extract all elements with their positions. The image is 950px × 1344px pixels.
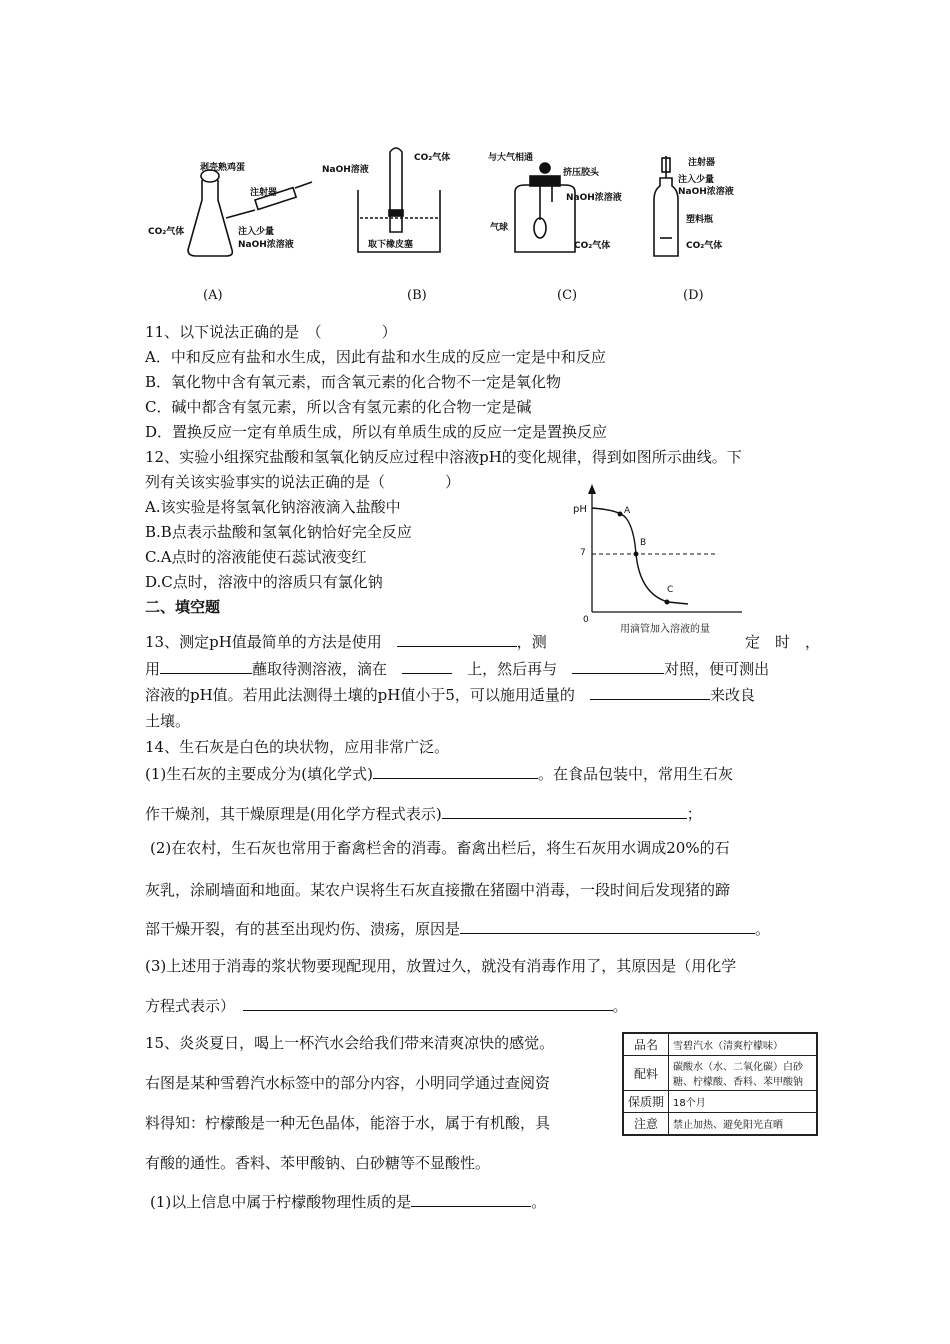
label-value: 雪碧汽水（清爽柠檬味） [669,1033,818,1056]
fig-d-inject1-label: 注入少量 [678,175,715,185]
q11-option-c: C．碱中都含有氢元素，所以含有氢元素的化合物一定是碱 [145,398,532,416]
q14-blank-equation[interactable] [442,804,687,819]
q14-part1-line1: (1)生石灰的主要成分为(填化学式) 。在食品包装中，常用生石灰 [145,765,733,783]
q11-option-a: A．中和反应有盐和水生成，因此有盐和水生成的反应一定是中和反应 [145,348,606,366]
q15-line1: 15、炎炎夏日，喝上一杯汽水会给我们带来清爽凉快的感觉。 [145,1034,555,1052]
fig-d-inject2-label: NaOH浓溶液 [678,187,734,197]
graph-seven-tick: 7 [580,548,586,558]
fig-b-gas-label: CO₂气体 [414,153,451,163]
graph-x-label: 用滴管加入溶液的量 [620,624,710,635]
caption-c: (C) [557,288,578,303]
fig-b-stopper-label: 取下橡皮塞 [368,240,414,250]
q14-part2-line1: (2)在农村，生石灰也常用于畜禽栏舍的消毒。畜禽出栏后，将生石灰用水调成20%的石 [150,839,730,857]
label-value: 18个月 [669,1091,818,1113]
q14-stem: 14、生石灰是白色的块状物，应用非常广泛。 [145,738,450,756]
fig-d-bottle-label: 塑料瓶 [686,215,714,225]
q12-stem-line1: 12、实验小组探究盐酸和氢氧化钠反应过程中溶液pH的变化规律，得到如图所示曲线。下 [145,448,742,466]
caption-a: (A) [203,288,223,303]
fig-a-inject2-label: NaOH浓溶液 [238,240,294,250]
fig-c-naoh-label: NaOH浓溶液 [566,193,622,203]
q13-blank-2[interactable] [160,659,252,674]
q13-blank-1[interactable] [397,632,517,647]
fig-c-squeeze-label: 挤压胶头 [563,168,600,178]
graph-y-label: pH [573,504,587,515]
label-key: 品名 [623,1033,669,1056]
q12-option-c: C.A点时的溶液能使石蕊试液变红 [145,548,367,566]
fig-a-inject1-label: 注入少量 [238,227,275,237]
q14-part2-line3: 部干燥开裂，有的甚至出现灼伤、溃疡，原因是 。 [145,920,771,938]
q13-blank-3[interactable] [402,659,452,674]
q13-line1: 13、测定pH值最简单的方法是使用 ，测 [145,633,547,651]
q14-part3-line1: (3)上述用于消毒的浆状物要现配现用，放置过久，就没有消毒作用了，其原因是（用化学 [145,957,737,975]
graph-point-c: C [667,585,674,595]
q13-line4: 土壤。 [145,712,191,730]
caption-b: (B) [407,288,427,303]
ph-curve-graph [560,482,750,632]
fig-a-egg-label: 剥壳熟鸡蛋 [200,163,246,173]
fig-d-syringe-label: 注射器 [688,158,716,168]
label-row-name [623,1033,817,1056]
q13-line1-end: 定 时 ， [745,633,821,651]
fig-a-gas-label: CO₂气体 [148,227,185,237]
q15-line2: 右图是某种雪碧汽水标签中的部分内容，小明同学通过查阅资 [145,1074,551,1092]
label-key: 配料 [623,1056,669,1091]
sprite-label-table [622,1032,818,1136]
q13-blank-4[interactable] [572,659,664,674]
graph-point-b: B [640,538,647,548]
label-value: 禁止加热、避免阳光直晒 [669,1113,818,1136]
q12-option-a: A.该实验是将氢氧化钠溶液滴入盐酸中 [145,498,401,516]
q12-option-b: B.B点表示盐酸和氢氧化钠恰好完全反应 [145,523,412,541]
apparatus-d [654,156,678,256]
q12-option-d: D.C点时，溶液中的溶质只有氯化钠 [145,573,383,591]
q15-blank-physical-property[interactable] [411,1192,531,1207]
label-row-note [623,1113,817,1136]
q15-line4: 有酸的通性。香料、苯甲酸钠、白砂糖等不显酸性。 [145,1154,491,1172]
q14-part2-line2: 灰乳，涂刷墙面和地面。某农户误将生石灰直接撒在猪圈中消毒，一段时间后发现猪的蹄 [145,881,731,899]
fig-d-gas-label: CO₂气体 [686,241,723,251]
fig-c-balloon-label: 气球 [490,223,509,233]
label-value: 碳酸水（水、二氧化碳）白砂糖、柠檬酸、香料、苯甲酸钠 [669,1056,818,1091]
q14-blank-equation-2[interactable] [243,996,613,1011]
q11-option-b: B．氧化物中含有氧元素，而含氧元素的化合物不一定是氧化物 [145,373,562,391]
fig-b-naoh-label: NaOH溶液 [322,165,369,175]
label-row-shelf-life [623,1091,817,1113]
q13-line2: 用 蘸取待测溶液，滴在 上，然后再与 对照，便可测出 [145,660,770,678]
q14-part3-line2: 方程式表示） 。 [145,997,628,1015]
q14-blank-reason[interactable] [460,919,755,934]
q14-part1-line2: 作干燥剂，其干燥原理是(用化学方程式表示) ； [145,805,702,823]
graph-origin: 0 [583,615,589,625]
q11-option-d: D．置换反应一定有单质生成，所以有单质生成的反应一定是置换反应 [145,423,608,441]
label-key: 保质期 [623,1091,669,1113]
graph-point-a: A [624,506,631,516]
q15-part1: (1)以上信息中属于柠檬酸物理性质的是 。 [150,1193,547,1211]
q12-stem-line2: 列有关该实验事实的说法正确的是（ ） [145,473,461,491]
q14-blank-formula[interactable] [373,764,538,779]
q13-blank-5[interactable] [590,685,710,700]
caption-d: (D) [683,288,704,303]
fig-c-air-label: 与大气相通 [488,153,534,163]
fig-a-syringe-label: 注射器 [250,188,278,198]
label-key: 注意 [623,1113,669,1136]
q11-stem: 11、以下说法正确的是 （ ） [145,323,397,341]
q13-line3: 溶液的pH值。若用此法测得土壤的pH值小于5，可以施用适量的 来改良 [145,686,755,704]
section-fill-in-heading: 二、填空题 [145,598,221,616]
q15-line3: 料得知：柠檬酸是一种无色晶体，能溶于水，属于有机酸，具 [145,1114,551,1132]
fig-c-gas-label: CO₂气体 [574,241,611,251]
label-row-ingredients [623,1056,817,1091]
